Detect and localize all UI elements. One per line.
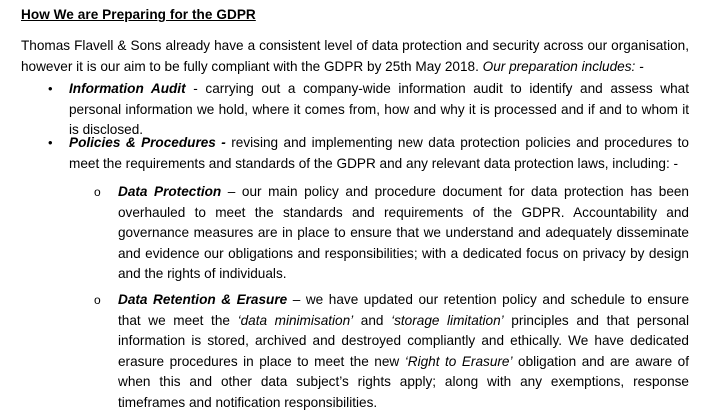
item-title: Policies & Procedures -	[69, 135, 226, 150]
sub-item-emphasis: ‘data minimisation’	[237, 312, 354, 328]
sub-item-title: Data Protection	[118, 184, 222, 199]
sub-item-text: principles and that personal information is stored, archived and destroyed compliantly and ethically. We have dedicated erasure procedures in place to meet the new	[118, 312, 690, 369]
item-text: - carrying out a company-wide information audit to identify and assess what personal information we hold, where it comes from, how and why it is processed and if and to whom it is disclosed.	[69, 81, 689, 137]
sub-item-emphasis: ‘Right to Erasure’	[404, 353, 513, 369]
bullet-marker: •	[48, 135, 53, 150]
list-item-policies-procedures	[69, 133, 689, 174]
item-title: Information Audit	[69, 81, 186, 96]
intro-emphasis: Our preparation includes: -	[482, 58, 644, 74]
sub-item-text: obligation and are aware of when this and other data subject’s rights apply; along with any exemptions, response timeframes and notification responsibilities.	[118, 353, 689, 410]
bullet-marker: •	[48, 81, 53, 96]
page-heading: How We are Preparing for the GDPR	[21, 7, 256, 22]
item-text: revising and implementing new data protection policies and procedures to meet the requirements and standards of the GDPR and any relevant data protection laws, including: -	[69, 135, 689, 171]
sub-item-text: – we have updated our retention policy and schedule to ensure that we meet the	[118, 292, 690, 328]
sub-item-text: – our main policy and procedure document for data protection has been overhauled to meet the standards and requirements of the GDPR. Accountability and governance measures are in place to ensure that we understand and adequately disseminate and evidence our obligations and responsibilities; with a dedicated focus on privacy by design and the rights of individuals.	[118, 184, 689, 281]
intro-text: Thomas Flavell & Sons already have a consistent level of data protection and security across our organisation, however it is our aim to be fully compliant with the GDPR by 25th May 2018.	[21, 38, 689, 74]
sub-item-emphasis: ‘storage limitation’	[391, 312, 504, 328]
sub-bullet-marker: o	[94, 185, 101, 199]
sub-item-data-retention	[118, 290, 689, 413]
sub-item-text: and	[353, 312, 392, 328]
sub-item-data-protection	[118, 182, 689, 285]
intro-paragraph	[21, 36, 689, 77]
sub-item-title: Data Retention & Erasure	[118, 292, 288, 307]
list-item-information-audit	[69, 79, 689, 141]
sub-bullet-marker: o	[94, 293, 101, 307]
